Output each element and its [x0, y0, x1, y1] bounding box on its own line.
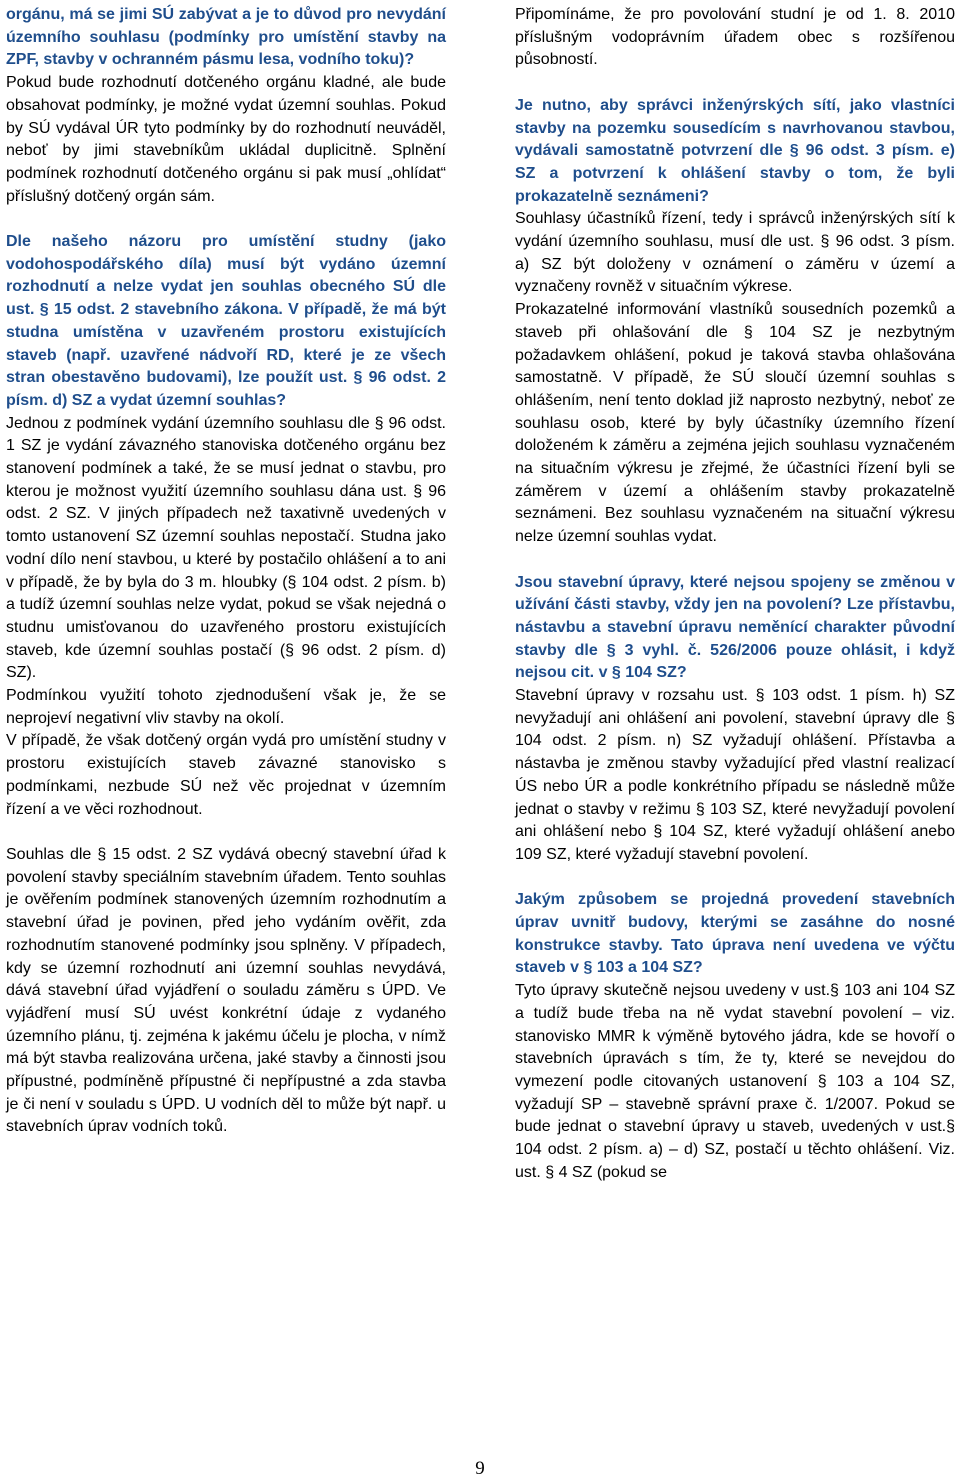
answer-paragraph: V případě, že však dotčený orgán vydá pro umístění studny v prostoru existujících staveb závazné stanovisko s podmínkami, nezbude SÚ než věc projednat v územním řízení a ve věci rozhodnout. [6, 732, 446, 818]
answer-paragraph: Tyto úpravy skutečně nejsou uvedeny v ust.§ 103 ani 104 SZ a tudíž bude třeba na ně vydat stavební povolení – viz. stanovisko MMR k výměně bytového jádra, kde se hovoří o stavebních úpravách s tím, že ty, které se nevejdou do vymezení podle citovaných ustanovení § 103 a 104 SZ, vyžadují SP – stavebně správní praxe č. 1/2007. Pokud se bude jednat o stavební úpravy u staveb, uvedených v ust.§ 104 odst. 2 písm. a) – d) SZ, postačí u těchto ohlášení. Viz. ust. § 4 SZ (pokud se [515, 982, 955, 1181]
page-number: 9 [475, 1458, 485, 1479]
paragraph-gap [515, 549, 955, 572]
answer-paragraph: Připomínáme, že pro povolování studní je od 1. 8. 2010 příslušným vodoprávním úřadem obec s rozšířenou působností. [515, 6, 955, 69]
paragraph-gap [6, 821, 446, 844]
answer-paragraph: Souhlasy účastníků řízení, tedy i správců inženýrských sítí k vydání územního souhlasu, musí dle ust. § 96 odst. 3 písm. a) SZ být doloženy v oznámení o záměru v území a vyznačeny rovněž v situačním výkrese. [515, 210, 955, 296]
question-paragraph: orgánu, má se jimi SÚ zabývat a je to důvod pro nevydání územního souhlasu (podmínky pro umístění stavby na ZPF, stavby v ochranném pásmu lesa, vodního toku)? [6, 6, 446, 69]
answer-paragraph: Stavební úpravy v rozsahu ust. § 103 odst. 1 písm. h) SZ nevyžadují ani ohlášení ani povolení, stavební úpravy dle § 104 odst. 2 písm. n) SZ vyžadují ohlášení. Přístavba a nástavba je změnou stavby vyžadující před vlastní realizací ÚS nebo ÚR a podle konkrétního případu se následně může jednat o stavby v režimu § 103 SZ, které nevyžadují povolení ani ohlášení nebo § 104 SZ, které vyžadují ohlášení anebo 109 SZ, které vyžadují stavební povolení. [515, 687, 955, 863]
answer-paragraph: Souhlas dle § 15 odst. 2 SZ vydává obecný stavební úřad k povolení stavby speciálním stavebním úřadem. Tento souhlas je ověřením podmínek stanovených územním rozhodnutím a stavební úřad je povinen, před jeho vydáním ověřit, zda rozhodnutím stanovené podmínky jsou splněny. V případech, kdy se územní rozhodnutí ani územní souhlas nevydává, dává stavební úřad vyjádření o souladu záměru s ÚPD. Ve vyjádření musí SÚ uvést konkrétní údaje z vydaného územního plánu, tj. zejména k jakému účelu je plocha, v nímž má být stavba realizována určena, jaké stavby a činnosti jsou přípustné, podmíněně přípustné či nepřípustné a zda stavba je či není v souladu s ÚPD. U vodních děl to může být např. u stavebních úprav vodních toků. [6, 845, 446, 1136]
answer-paragraph: Prokazatelné informování vlastníků sousedních pozemků a staveb při ohlašování dle § 104 SZ je nezbytným požadavkem ohlášení, pokud je taková stavba ohlašována samostatně. V případě, že SÚ sloučí územní souhlas s ohlášením, není tento doklad již naprosto nezbytný, neboť ze souhlasu osob, které by byly účastníky územního řízení doloženém k záměru a zejména jejich souhlasu vyznačeném na situačním výkresu je zřejmé, že účastníci řízení byli se záměrem v území a ohlášením stavby prokazatelně seznámeni. Bez souhlasu vyznačeném na situační výkresu nelze územní souhlas vydat. [515, 301, 955, 546]
question-paragraph: Jsou stavební úpravy, které nejsou spojeny se změnou v užívání části stavby, vždy jen na povolení? Lze přístavbu, nástavbu a stavební úpravu neměnící charakter původní stavby dle § 3 vyhl. č. 526/2006 pouze ohlásit, i když nejsou cit. v § 104 SZ? [515, 573, 955, 682]
answer-paragraph: Pokud bude rozhodnutí dotčeného orgánu kladné, ale bude obsahovat podmínky, je možné vydat územní souhlas. Pokud by SÚ vydával ÚR tyto podmínky by do rozhodnutí neuváděl, neboť by jimi stavebníkům ukládal duplicitně. Splnění podmínek rozhodnutí dotčeného orgánu si pak musí „ohlídat“ příslušný dotčený orgán sám. [6, 74, 446, 205]
answer-paragraph: Jednou z podmínek vydání územního souhlasu dle § 96 odst. 1 SZ je vydání závazného stanoviska dotčeného orgánu bez stanovení podmínek a také, že se musí jednat o stavbu, pro kterou je možnost využití územního souhlasu dána ust. § 96 odst. 2 SZ. V jiných případech než taxativně uvedených v tomto ustanovení SZ územní souhlas nepostačí. Studna jako vodní dílo není stavbou, u které by postačilo ohlášení a to ani v případě, že by byla do 3 m. hloubky (§ 104 odst. 2 písm. b) a tudíž územní souhlas nelze vydat, pokud se však nejedná o studnu umisťovanou do uzavřeného prostoru existujících staveb, kde územní souhlas postačí (§ 96 odst. 2 písm. d) SZ). [6, 414, 446, 682]
question-paragraph: Dle našeho názoru pro umístění studny (jako vodohospodářského díla) musí být vydáno územní rozhodnutí a nelze vydat jen souhlas obecného SÚ dle ust. § 15 odst. 2 stavebního zákona. V případě, že má být studna umístěna v uzavřeném prostoru existujících staveb (např. uzavřené nádvoří RD, které je ze všech stran obestavěno budovami), lze použít ust. § 96 odst. 2 písm. d) SZ a vydat územní souhlas? [6, 233, 446, 409]
answer-paragraph: Podmínkou využití tohoto zjednodušení však je, že se neprojeví negativní vliv stavby na okolí. [6, 687, 446, 727]
question-paragraph: Je nutno, aby správci inženýrských sítí, jako vlastníci stavby na pozemku sousedícím s navrhovanou stavbou, vydávali samostatně potvrzení dle § 96 odst. 3 písm. e) SZ a potvrzení k ohlášení stavby o tom, že byli prokazatelně seznámeni? [515, 96, 955, 205]
right-column [515, 4, 955, 1185]
paragraph-gap [6, 208, 446, 231]
question-paragraph: Jakým způsobem se projedná provedení stavebních úprav uvnitř budovy, kterými se zasáhne do nosné konstrukce stavby. Tato úprava není uvedena ve výčtu staveb v § 103 a 104 SZ? [515, 891, 955, 977]
paragraph-gap [515, 867, 955, 890]
left-column [6, 4, 446, 1139]
paragraph-gap [515, 72, 955, 95]
